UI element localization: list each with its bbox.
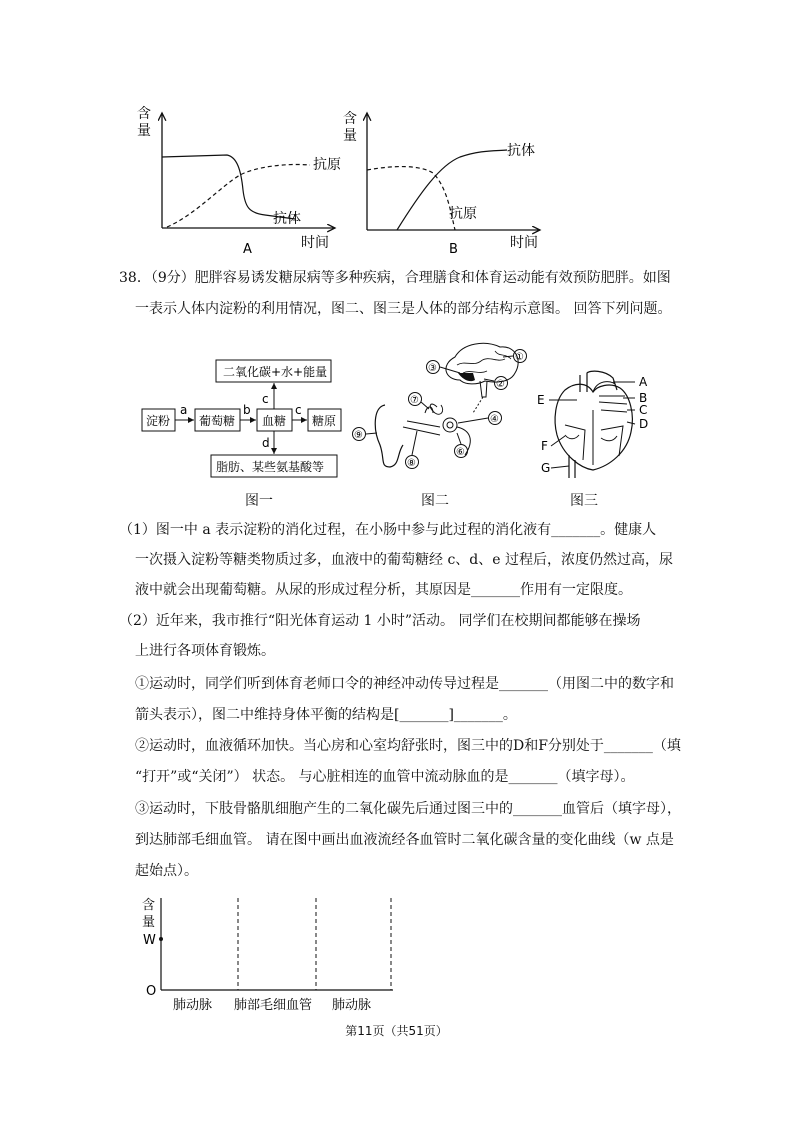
graph-a-y-label-2: 量 [137, 123, 151, 139]
part-2-q2-line-2: “打开”或“关闭”） 状态。 与心脏相连的血管中流动脉血的是_______（填字母）。 [135, 769, 635, 785]
graph-a-y-label-1: 含 [137, 106, 151, 122]
part-2-q2-line-1: ②运动时，血液循环加快。当心房和心室均舒张时，图三中的D和F分别处于_______（填 [135, 738, 681, 754]
label-F: F [541, 439, 548, 453]
graph-a-panel-letter: A [243, 242, 252, 257]
segment-label-2: 肺部毛细血管 [234, 998, 313, 1013]
label-3: ③ [428, 363, 437, 374]
part-1-line-2: 一次摄入淀粉等糖类物质过多，血液中的葡萄糖经 c、d、e 过程后，浓度仍然过高，尿 [135, 552, 673, 568]
graph-b-y-label-1: 含 [343, 111, 357, 127]
figure-2-brain-ear-diagram [345, 335, 535, 485]
part-2-q3-line-3: 起始点）。 [135, 863, 198, 879]
heart-outline-icon [555, 384, 632, 470]
label-7: ⑦ [410, 395, 419, 406]
w-start-point [159, 937, 163, 941]
answer-graph-y-label-2: 量 [142, 915, 156, 930]
label-B: B [639, 391, 648, 405]
figure-2-caption: 图二 [421, 493, 449, 509]
graph-b-x-label: 时间 [510, 235, 538, 251]
part-2-q1-line-2: 箭头表示），图二中维持身体平衡的结构是[_______]_______。 [135, 707, 517, 723]
figure-3-heart-diagram [535, 370, 665, 480]
graph-a [137, 106, 341, 257]
part-1-line-3: 液中就会出现葡萄糖。从尿的形成过程分析，其原因是_______作用有一定限度。 [135, 582, 632, 598]
box-fat-label: 脂肪、某些氨基酸等 [216, 460, 325, 474]
label-8: ⑧ [407, 458, 416, 469]
question-intro-line-1: 38．（9分）肥胖容易诱发糖尿病等多种疾病，合理膳食和体育运动能有效预防肥胖。如图 [119, 270, 671, 286]
answer-graph-y-label-1: 含 [142, 898, 156, 913]
arrow-c-right-label: c [295, 403, 302, 417]
box-starch-label: 淀粉 [146, 414, 171, 428]
antigen-antibody-graphs [135, 95, 555, 260]
origin-label: O [146, 984, 157, 999]
part-2-line-2: 上进行各项体育锻炼。 [135, 643, 275, 659]
box-blood-sugar-label: 血糖 [262, 414, 287, 428]
w-label: W [143, 933, 156, 948]
figure-1-caption: 图一 [245, 493, 273, 509]
arrow-b-label: b [243, 403, 251, 417]
graph-b-label-upper: 抗体 [507, 143, 535, 159]
graph-b-antigen-curve [367, 167, 455, 230]
graph-a-antibody-curve [162, 155, 295, 219]
arrow-c-up-label: c [262, 392, 269, 406]
graph-b-y-label-2: 量 [343, 128, 357, 144]
part-2-q3-line-2: 到达肺部毛细血管。 请在图中画出血液流经各血管时二氧化碳含量的变化曲线（w 点是 [135, 832, 674, 848]
brain-icon [446, 343, 518, 384]
outer-ear-icon [375, 405, 403, 467]
label-4: ④ [490, 414, 499, 425]
figure-3-caption: 图三 [570, 493, 598, 509]
figure-1-diagram [140, 352, 375, 512]
label-6: ⑥ [456, 447, 465, 458]
label-D: D [639, 417, 649, 431]
cochlea-icon [443, 418, 457, 432]
graph-a-label-lower: 抗体 [273, 211, 301, 227]
page-footer: 第11页（共51页） [345, 1024, 448, 1038]
question-intro-line-2: 一表示人体内淀粉的利用情况，图二、图三是人体的部分结构示意图。 回答下列问题。 [135, 301, 672, 317]
co2-answer-graph[interactable] [138, 893, 408, 1018]
segment-label-1: 肺动脉 [173, 998, 213, 1013]
label-A: A [639, 375, 648, 389]
graph-b [343, 111, 540, 257]
graph-a-label-upper: 抗原 [313, 157, 341, 173]
part-2-q3-line-1: ③运动时，下肢骨骼肌细胞产生的二氧化碳先后通过图三中的_______血管后（填字母）， [135, 801, 681, 817]
arrow-a-label: a [180, 403, 188, 417]
segment-label-3: 肺动脉 [332, 998, 372, 1013]
part-2-line-1: （2）近年来，我市推行“阳光体育运动 1 小时”活动。 同学们在校期间都能够在操场 [119, 613, 641, 629]
label-G: G [541, 461, 551, 475]
graph-b-panel-letter: B [449, 242, 458, 257]
graph-a-x-label: 时间 [301, 235, 329, 251]
graph-b-label-lower: 抗原 [449, 206, 477, 222]
arrow-d-label: d [262, 436, 270, 450]
part-1-line-1: （1）图一中 a 表示淀粉的消化过程，在小肠中参与此过程的消化液有_______。健康人 [119, 522, 657, 538]
label-E: E [537, 393, 545, 407]
box-glycogen-label: 糖原 [312, 414, 337, 428]
label-2: ② [496, 379, 505, 390]
box-co2-label: 二氧化碳+水+能量 [223, 365, 328, 379]
part-2-q1-line-1: ①运动时，同学们听到体育老师口令的神经冲动传导过程是_______（用图二中的数字和 [135, 676, 674, 692]
label-C: C [639, 403, 648, 417]
label-1: ① [515, 352, 524, 363]
box-glucose-label: 葡萄糖 [199, 414, 236, 428]
label-9: ⑨ [354, 430, 363, 441]
